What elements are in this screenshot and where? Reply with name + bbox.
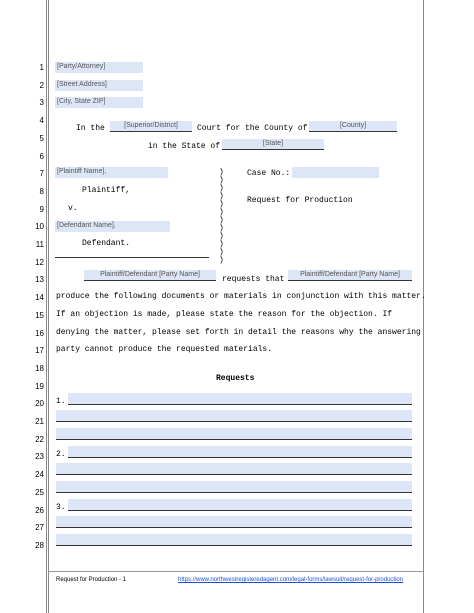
line-number: 20 xyxy=(35,399,44,409)
request-3-underline-a xyxy=(68,510,412,511)
case-no-label: Case No.: xyxy=(247,169,291,178)
line-number: 23 xyxy=(35,452,44,462)
line-number: 18 xyxy=(35,363,44,373)
line-number: 13 xyxy=(35,275,44,285)
request-1-underline-b xyxy=(56,421,412,422)
plaintiff-name-field[interactable]: [Plaintiff Name], xyxy=(55,167,168,178)
line-number: 27 xyxy=(35,523,44,533)
left-margin-rule-outer xyxy=(46,0,47,613)
city-state-zip-field[interactable]: [City, State ZIP] xyxy=(55,97,143,108)
line-number: 4 xyxy=(39,116,44,126)
left-margin-rule-inner xyxy=(48,0,49,613)
street-address-field[interactable]: [Street Address] xyxy=(55,80,143,91)
caption-paren: ) xyxy=(219,176,224,185)
responding-party-field[interactable]: Plaintiff/Defendant [Party Name] xyxy=(288,270,412,281)
line-number: 22 xyxy=(35,434,44,444)
request-3-field-c[interactable] xyxy=(56,534,412,545)
request-2-field-a[interactable] xyxy=(68,446,412,457)
line-number: 21 xyxy=(35,417,44,426)
line-number: 28 xyxy=(35,540,44,550)
footer-url-link[interactable]: https://www.northwestregisteredagent.com/legal-forms/lawsuit/request-for-production xyxy=(178,577,404,583)
body-line-17: party cannot produce the requested materials. xyxy=(56,345,273,354)
request-number-2: 2. xyxy=(56,450,66,459)
line-number: 6 xyxy=(39,151,44,161)
caption-paren: ) xyxy=(219,184,224,193)
request-number-3: 3. xyxy=(56,503,66,512)
request-1-field-c[interactable] xyxy=(56,428,412,439)
line-number: 7 xyxy=(39,169,44,179)
body-line-15: If an objection is made, please state the reason for the objection. If xyxy=(56,310,393,319)
request-3-underline-b xyxy=(56,527,412,528)
party-attorney-field[interactable]: [Party/Attorney] xyxy=(55,62,143,73)
right-margin-rule xyxy=(423,0,424,613)
request-1-underline-a xyxy=(68,404,412,405)
caption-paren: ) xyxy=(219,248,224,257)
request-2-underline-c xyxy=(56,492,412,493)
caption-paren: ) xyxy=(219,192,224,201)
line-number: 9 xyxy=(39,204,44,214)
line-number: 2 xyxy=(39,80,44,90)
county-field[interactable]: [County] xyxy=(309,121,397,132)
footer-page-label: Request for Production - 1 xyxy=(56,577,127,583)
request-3-underline-c xyxy=(56,545,412,546)
caption-paren: ) xyxy=(219,208,224,217)
requests-that-text: requests that xyxy=(222,275,285,284)
caption-paren: ) xyxy=(219,240,224,249)
request-number-1: 1. xyxy=(56,397,66,406)
versus-text: v. xyxy=(68,204,78,213)
line-number: 1 xyxy=(39,63,44,72)
caption-paren: ) xyxy=(219,168,224,177)
line-number: 15 xyxy=(35,310,44,320)
body-line-16: denying the matter, please set forth in detail the reasons why the answering xyxy=(56,328,421,337)
caption-paren: ) xyxy=(219,224,224,233)
request-3-field-a[interactable] xyxy=(68,499,412,510)
line-number: 5 xyxy=(39,133,44,143)
line-number: 17 xyxy=(35,346,44,356)
request-2-underline-a xyxy=(68,457,412,458)
document-title: Request for Production xyxy=(247,196,353,205)
caption-paren: ) xyxy=(219,200,224,209)
plaintiff-label: Plaintiff, xyxy=(82,186,131,195)
line-number: 26 xyxy=(35,505,44,515)
line-number: 12 xyxy=(35,257,44,267)
request-2-underline-b xyxy=(56,474,412,475)
line-number: 3 xyxy=(39,98,44,108)
defendant-name-field[interactable]: [Defendant Name], xyxy=(55,221,170,232)
request-1-field-b[interactable] xyxy=(56,410,412,421)
requests-heading: Requests xyxy=(216,374,255,383)
caption-paren: ) xyxy=(219,232,224,241)
request-2-field-b[interactable] xyxy=(56,463,412,474)
case-number-field[interactable] xyxy=(292,167,379,178)
line-number: 24 xyxy=(35,470,44,480)
in-the-text: In the xyxy=(76,124,105,133)
request-2-field-c[interactable] xyxy=(56,481,412,492)
caption-paren: ) xyxy=(219,216,224,225)
body-line-14: produce the following documents or materials in conjunction with this matter. xyxy=(56,292,426,301)
line-number: 16 xyxy=(35,328,44,338)
state-field[interactable]: [State] xyxy=(222,139,324,150)
court-for-county-text: Court for the County of xyxy=(197,124,308,133)
court-type-field[interactable]: [Superior/District] xyxy=(110,121,192,132)
defendant-label: Defendant. xyxy=(82,239,131,248)
line-number: 19 xyxy=(35,381,44,391)
line-number: 25 xyxy=(35,487,44,497)
request-3-field-b[interactable] xyxy=(56,516,412,527)
request-1-underline-c xyxy=(56,439,412,440)
requesting-party-field[interactable]: Plaintiff/Defendant [Party Name] xyxy=(84,270,216,281)
caption-underline xyxy=(55,257,209,258)
caption-paren: ) xyxy=(219,256,224,265)
line-number: 14 xyxy=(35,293,44,303)
line-number: 11 xyxy=(35,240,44,249)
request-1-field-a[interactable] xyxy=(68,393,412,404)
footer-rule xyxy=(48,571,423,572)
line-number: 8 xyxy=(39,186,44,196)
in-state-of-text: in the State of xyxy=(148,142,221,151)
line-number: 10 xyxy=(35,222,44,232)
